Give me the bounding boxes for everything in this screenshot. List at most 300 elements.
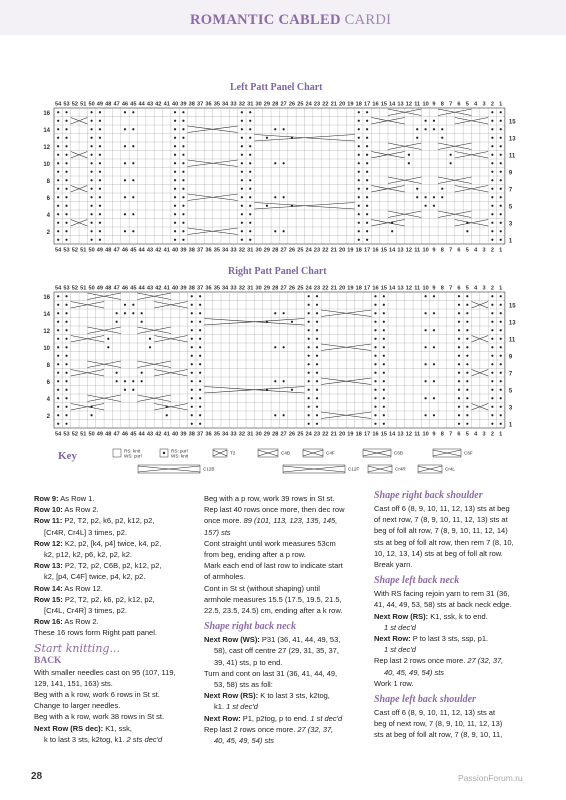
- purl-dot: [416, 128, 418, 130]
- rows-note: These 16 rows form Right patt panel.: [34, 628, 157, 638]
- purl-dot: [57, 372, 59, 374]
- purl-dot: [65, 145, 67, 147]
- column-number: 34: [222, 247, 229, 254]
- purl-dot: [274, 312, 276, 314]
- column-number: 12: [405, 247, 412, 254]
- purl-dot: [283, 414, 285, 416]
- purl-dot: [383, 304, 385, 306]
- row-number: 12: [43, 328, 50, 335]
- purl-dot: [491, 171, 493, 173]
- column-number: 39: [180, 285, 187, 292]
- column-number: 45: [130, 431, 137, 438]
- column-number: 30: [255, 101, 262, 108]
- key-rs-purl-label: RS: purl: [171, 448, 188, 454]
- text-line: Next Row: P to last 3 sts, ssp, p1.: [374, 634, 489, 644]
- column-number: 15: [380, 285, 387, 292]
- column-number: 10: [422, 101, 429, 108]
- column-number: 29: [263, 101, 271, 108]
- purl-dot: [274, 414, 276, 416]
- row-number: 4: [46, 212, 50, 219]
- purl-dot: [458, 389, 460, 391]
- column-number: 49: [96, 247, 104, 254]
- row-number: 11: [508, 337, 516, 344]
- purl-dot: [191, 346, 193, 348]
- purl-dot: [383, 321, 385, 323]
- purl-dot: [274, 128, 276, 130]
- purl-dot: [366, 239, 368, 241]
- column-number: 31: [247, 431, 254, 438]
- purl-dot: [500, 145, 502, 147]
- purl-dot: [241, 196, 243, 198]
- purl-dot: [182, 239, 184, 241]
- purl-dot: [283, 380, 285, 382]
- row-number: 16: [43, 110, 50, 117]
- column-number: 2: [490, 101, 494, 108]
- purl-dot: [99, 145, 101, 147]
- purl-dot: [65, 406, 67, 408]
- column-number: 1: [499, 431, 503, 438]
- purl-dot: [458, 329, 460, 331]
- purl-dot: [458, 312, 460, 314]
- column-number: 44: [138, 247, 145, 254]
- purl-dot: [99, 205, 101, 207]
- column-number: 46: [121, 247, 129, 254]
- purl-dot: [316, 329, 318, 331]
- purl-dot: [458, 346, 460, 348]
- purl-dot: [366, 137, 368, 139]
- purl-dot: [366, 145, 368, 147]
- purl-dot: [182, 145, 184, 147]
- column-number: 8: [440, 247, 444, 254]
- purl-dot: [283, 128, 285, 130]
- row-number: 16: [43, 294, 50, 301]
- purl-dot: [266, 205, 268, 207]
- purl-dot: [99, 239, 101, 241]
- purl-dot: [491, 239, 493, 241]
- purl-dot: [466, 397, 468, 399]
- purl-dot: [57, 397, 59, 399]
- purl-dot: [274, 346, 276, 348]
- column-number: 46: [121, 431, 129, 438]
- purl-dot: [358, 179, 360, 181]
- row-number: 11: [508, 153, 516, 160]
- column-number: 32: [238, 431, 245, 438]
- purl-dot: [241, 154, 243, 156]
- row-number: 2: [46, 413, 50, 420]
- purl-dot: [433, 329, 435, 331]
- back-heading: BACK: [34, 655, 62, 666]
- text-line: Work 1 row.: [374, 678, 414, 688]
- column-number: 26: [288, 431, 296, 438]
- column-number: 16: [372, 247, 379, 254]
- column-number: 50: [88, 101, 95, 108]
- column-number: 32: [238, 101, 245, 108]
- purl-dot: [65, 295, 67, 297]
- purl-dot: [191, 389, 193, 391]
- column-number: 13: [397, 431, 404, 438]
- purl-dot: [366, 120, 368, 122]
- instructions-column-1: [34, 493, 194, 745]
- purl-dot: [65, 346, 67, 348]
- purl-dot: [191, 312, 193, 314]
- purl-dot: [433, 295, 435, 297]
- purl-dot: [491, 128, 493, 130]
- column-number: 48: [105, 247, 112, 254]
- purl-dot: [450, 162, 452, 164]
- purl-dot: [274, 230, 276, 232]
- purl-dot: [366, 230, 368, 232]
- column-number: 31: [247, 101, 254, 108]
- purl-dot: [174, 145, 176, 147]
- column-number: 20: [338, 101, 346, 108]
- purl-dot: [491, 222, 493, 224]
- purl-dot: [433, 120, 435, 122]
- purl-dot: [283, 346, 285, 348]
- purl-dot: [374, 355, 376, 357]
- purl-dot: [374, 389, 376, 391]
- column-number: 16: [372, 101, 379, 108]
- purl-dot: [441, 188, 443, 190]
- purl-dot: [458, 295, 460, 297]
- purl-dot: [500, 304, 502, 306]
- column-number: 1: [499, 247, 503, 254]
- purl-dot: [374, 329, 376, 331]
- column-number: 21: [330, 247, 337, 254]
- column-number: 23: [313, 101, 321, 108]
- purl-dot: [107, 346, 109, 348]
- column-number: 45: [130, 247, 137, 254]
- purl-dot: [174, 222, 176, 224]
- purl-dot: [308, 304, 310, 306]
- purl-dot: [90, 222, 92, 224]
- purl-dot: [358, 162, 360, 164]
- purl-dot: [500, 213, 502, 215]
- purl-dot: [500, 338, 502, 340]
- purl-dot: [466, 389, 468, 391]
- purl-dot: [316, 346, 318, 348]
- purl-dot: [124, 145, 126, 147]
- text-line: Cont in St st (without shaping) until: [204, 583, 320, 593]
- purl-dot: [466, 372, 468, 374]
- column-number: 41: [163, 101, 170, 108]
- purl-dot: [90, 196, 92, 198]
- key-purl-dot: [163, 452, 165, 454]
- page-number: 28: [31, 771, 43, 782]
- column-number: 10: [422, 247, 429, 254]
- purl-dot: [199, 380, 201, 382]
- purl-dot: [458, 414, 460, 416]
- column-number: 39: [180, 431, 187, 438]
- text-line: 22.5, 23.5, 24.5) cm, ending after a k row.: [204, 606, 343, 616]
- purl-dot: [500, 128, 502, 130]
- purl-dot: [241, 137, 243, 139]
- purl-dot: [99, 120, 101, 122]
- purl-dot: [174, 154, 176, 156]
- purl-dot: [358, 213, 360, 215]
- purl-dot: [358, 111, 360, 113]
- purl-dot: [65, 162, 67, 164]
- purl-dot: [199, 312, 201, 314]
- purl-dot: [182, 196, 184, 198]
- purl-dot: [466, 312, 468, 314]
- column-number: 27: [280, 247, 287, 254]
- purl-dot: [416, 188, 418, 190]
- key-rs-knit-label: RS: knit: [124, 448, 141, 454]
- column-number: 3: [482, 101, 486, 108]
- column-number: 7: [449, 101, 453, 108]
- purl-dot: [57, 205, 59, 207]
- column-number: 35: [213, 101, 220, 108]
- purl-dot: [316, 295, 318, 297]
- text-line: 41, 44, 49, 53, 58) sts at back neck edge.: [374, 600, 512, 610]
- column-number: 1: [499, 101, 503, 108]
- column-number: 53: [63, 285, 70, 292]
- purl-dot: [358, 120, 360, 122]
- column-number: 13: [397, 101, 404, 108]
- purl-dot: [65, 372, 67, 374]
- column-number: 7: [449, 285, 453, 292]
- purl-dot: [141, 312, 143, 314]
- purl-dot: [57, 179, 59, 181]
- row-number: 10: [43, 345, 50, 352]
- purl-dot: [174, 179, 176, 181]
- column-number: 11: [414, 247, 421, 254]
- purl-dot: [141, 372, 143, 374]
- purl-dot: [65, 389, 67, 391]
- purl-dot: [90, 120, 92, 122]
- purl-dot: [124, 380, 126, 382]
- back-text-4: Change to larger needles.: [34, 701, 121, 711]
- purl-dot: [374, 346, 376, 348]
- column-number: 16: [372, 431, 379, 438]
- purl-dot: [466, 304, 468, 306]
- column-number: 36: [205, 431, 212, 438]
- column-number: 26: [288, 285, 296, 292]
- purl-dot: [441, 196, 443, 198]
- text-line: sts at beg of foll alt row, then rem 7 (8, 10,: [374, 537, 514, 547]
- column-number: 11: [414, 101, 421, 108]
- purl-dot: [249, 239, 251, 241]
- purl-dot: [65, 154, 67, 156]
- column-number: 19: [347, 247, 354, 254]
- purl-dot: [466, 414, 468, 416]
- purl-dot: [358, 137, 360, 139]
- purl-dot: [491, 423, 493, 425]
- purl-dot: [57, 145, 59, 147]
- column-number: 6: [457, 431, 461, 438]
- column-number: 35: [213, 247, 220, 254]
- purl-dot: [199, 295, 201, 297]
- purl-dot: [132, 111, 134, 113]
- column-number: 20: [338, 247, 346, 254]
- purl-dot: [90, 230, 92, 232]
- purl-dot: [174, 230, 176, 232]
- purl-dot: [174, 196, 176, 198]
- row-12-cont: k2, p12, k2, p6, k2, p2, k2.: [44, 550, 132, 560]
- purl-dot: [199, 406, 201, 408]
- column-number: 46: [121, 101, 129, 108]
- purl-dot: [491, 188, 493, 190]
- row-11-cont: [Cr4R, Cr4L] 3 times, p2.: [44, 527, 127, 537]
- purl-dot: [65, 179, 67, 181]
- purl-dot: [65, 205, 67, 207]
- column-number: 30: [255, 431, 262, 438]
- purl-dot: [458, 338, 460, 340]
- column-number: 22: [322, 285, 329, 292]
- row-13: Row 13: P2, T2, p2, C6B, p2, k12, p2,: [34, 561, 162, 571]
- purl-dot: [99, 162, 101, 164]
- purl-dot: [199, 414, 201, 416]
- column-number: 21: [330, 101, 337, 108]
- purl-dot: [491, 346, 493, 348]
- purl-dot: [182, 179, 184, 181]
- purl-dot: [491, 355, 493, 357]
- purl-dot: [383, 406, 385, 408]
- purl-dot: [141, 321, 143, 323]
- purl-dot: [308, 312, 310, 314]
- text-line: Rep last 2 rows once more. 27 (32, 37,: [204, 724, 334, 734]
- row-number: 5: [508, 204, 513, 211]
- purl-dot: [308, 406, 310, 408]
- purl-dot: [99, 188, 101, 190]
- purl-dot: [316, 414, 318, 416]
- purl-dot: [374, 406, 376, 408]
- text-line: Next Row (WS): P31 (36, 41, 44, 49, 53,: [204, 635, 341, 645]
- purl-dot: [458, 372, 460, 374]
- column-number: 42: [155, 285, 162, 292]
- purl-dot: [90, 188, 92, 190]
- purl-dot: [249, 154, 251, 156]
- column-number: 1: [499, 285, 503, 292]
- purl-dot: [500, 380, 502, 382]
- column-number: 41: [163, 431, 170, 438]
- purl-dot: [308, 363, 310, 365]
- purl-dot: [466, 355, 468, 357]
- column-number: 42: [155, 247, 162, 254]
- purl-dot: [291, 321, 293, 323]
- column-number: 43: [146, 101, 154, 108]
- row-number: 7: [508, 371, 513, 378]
- column-number: 22: [322, 247, 329, 254]
- row-number: 1: [508, 238, 513, 245]
- column-number: 2: [490, 431, 494, 438]
- column-number: 54: [55, 285, 62, 292]
- purl-dot: [124, 213, 126, 215]
- purl-dot: [500, 188, 502, 190]
- column-number: 28: [272, 247, 279, 254]
- purl-dot: [90, 154, 92, 156]
- purl-dot: [491, 397, 493, 399]
- column-number: 35: [213, 285, 220, 292]
- purl-dot: [90, 414, 92, 416]
- purl-dot: [466, 329, 468, 331]
- purl-dot: [266, 137, 268, 139]
- purl-dot: [124, 304, 126, 306]
- key-c4f-label: C4F: [326, 450, 335, 456]
- column-number: 33: [230, 285, 237, 292]
- purl-dot: [458, 304, 460, 306]
- purl-dot: [366, 154, 368, 156]
- purl-dot: [500, 230, 502, 232]
- back-text-3: Beg with a k row, work 6 rows in St st.: [34, 690, 160, 700]
- column-number: 2: [490, 247, 494, 254]
- purl-dot: [424, 363, 426, 365]
- column-number: 12: [405, 285, 412, 292]
- column-number: 21: [330, 431, 337, 438]
- column-number: 39: [180, 101, 187, 108]
- purl-dot: [57, 338, 59, 340]
- purl-dot: [132, 213, 134, 215]
- column-number: 32: [238, 247, 245, 254]
- purl-dot: [199, 423, 201, 425]
- purl-dot: [182, 171, 184, 173]
- purl-dot: [491, 406, 493, 408]
- purl-dot: [291, 389, 293, 391]
- purl-dot: [57, 363, 59, 365]
- column-number: 15: [380, 101, 387, 108]
- purl-dot: [241, 230, 243, 232]
- purl-dot: [374, 397, 376, 399]
- row-number: 8: [46, 362, 50, 369]
- text-line: once more. 89 (101, 113, 123, 135, 145,: [204, 516, 338, 526]
- purl-dot: [57, 128, 59, 130]
- column-number: 51: [80, 247, 87, 254]
- right-patt-panel-chart: [30, 280, 535, 442]
- purl-dot: [116, 321, 118, 323]
- purl-dot: [458, 423, 460, 425]
- purl-dot: [500, 355, 502, 357]
- purl-dot: [358, 222, 360, 224]
- purl-dot: [433, 205, 435, 207]
- purl-dot: [424, 397, 426, 399]
- shape-left-back-shoulder-heading: Shape left back shoulder: [374, 694, 476, 706]
- purl-dot: [65, 363, 67, 365]
- purl-dot: [366, 162, 368, 164]
- column-number: 31: [247, 247, 254, 254]
- purl-dot: [491, 162, 493, 164]
- purl-dot: [57, 111, 59, 113]
- text-line: 157) sts: [204, 527, 231, 537]
- column-number: 42: [155, 431, 162, 438]
- column-number: 25: [297, 285, 304, 292]
- column-number: 52: [71, 431, 78, 438]
- purl-dot: [65, 137, 67, 139]
- column-number: 47: [113, 285, 120, 292]
- text-line: 53, 58) sts as foll:: [214, 680, 273, 690]
- purl-dot: [308, 372, 310, 374]
- column-number: 19: [347, 101, 354, 108]
- page-header: [0, 0, 566, 38]
- column-number: 21: [330, 285, 337, 292]
- column-number: 4: [474, 431, 478, 438]
- purl-dot: [383, 397, 385, 399]
- row-11: Row 11: P2, T2, p2, k6, p2, k12, p2,: [34, 516, 155, 526]
- purl-dot: [366, 213, 368, 215]
- text-line: 58), cast off centre 27 (29, 31, 35, 37,: [214, 646, 339, 656]
- purl-dot: [500, 222, 502, 224]
- purl-dot: [249, 171, 251, 173]
- key-rs-purl-label-2: WS: knit: [171, 453, 189, 459]
- purl-dot: [316, 304, 318, 306]
- purl-dot: [99, 222, 101, 224]
- column-number: 28: [272, 285, 279, 292]
- row-13-cont: k2, [p4, C4F] twice, p4, k2, p2.: [44, 572, 146, 582]
- purl-dot: [283, 162, 285, 164]
- purl-dot: [191, 363, 193, 365]
- purl-dot: [249, 222, 251, 224]
- text-line: Cont straight until work measures 53cm: [204, 538, 336, 548]
- column-number: 53: [63, 247, 70, 254]
